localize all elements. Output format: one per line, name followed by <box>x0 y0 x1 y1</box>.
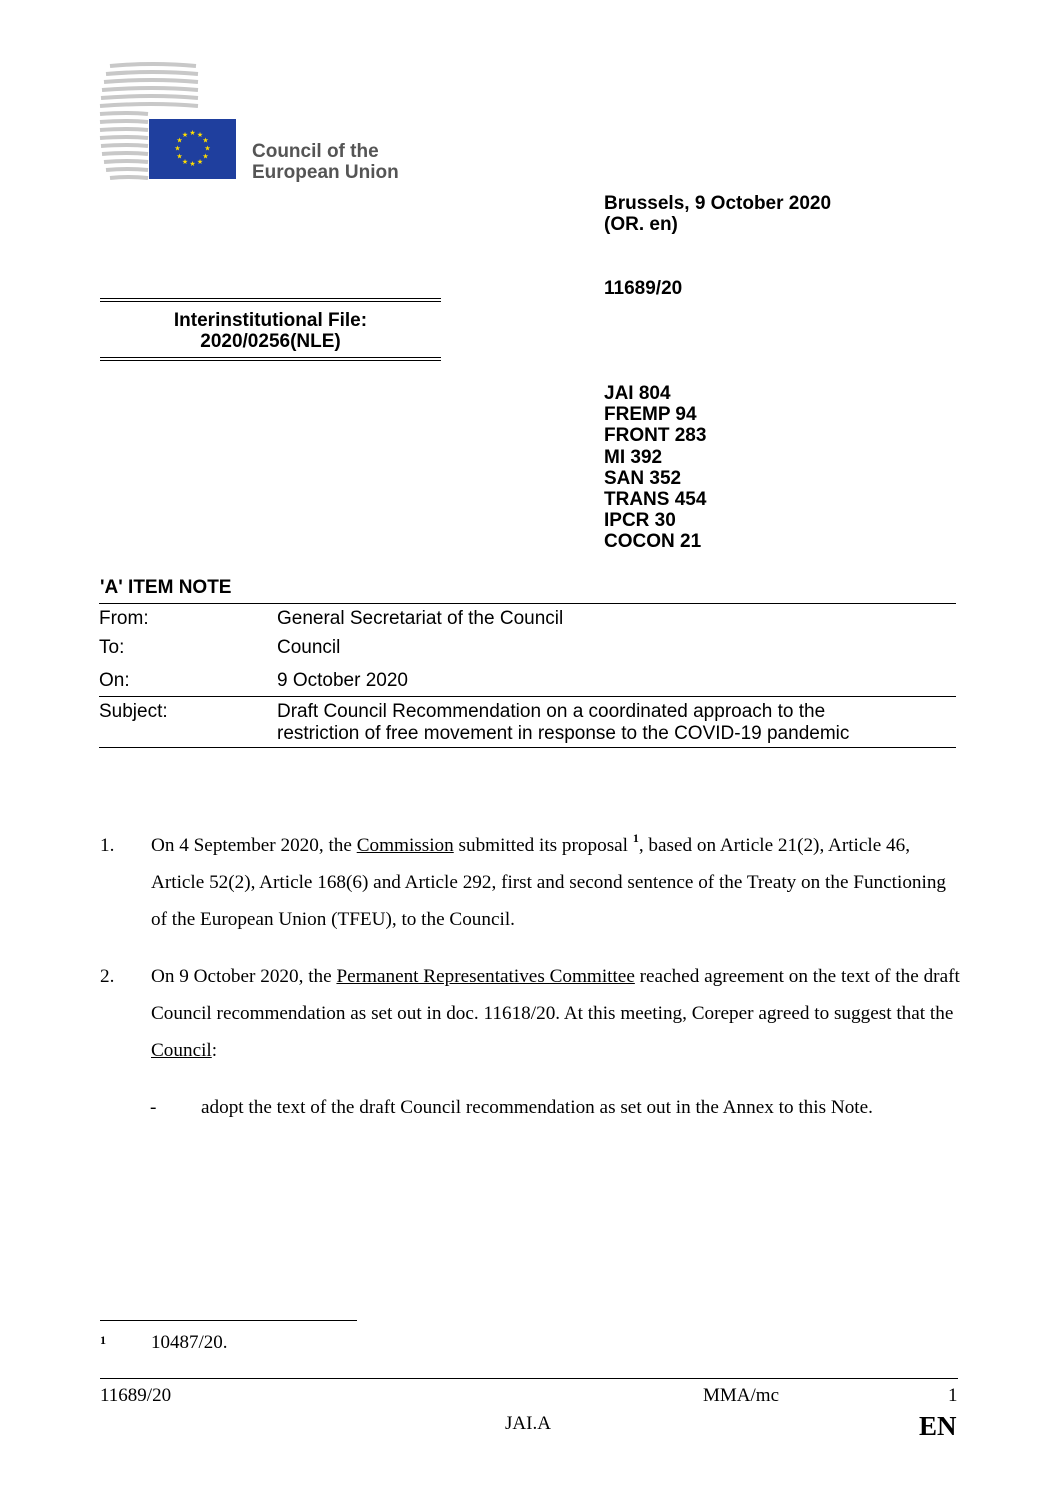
footnote-text: 10487/20. <box>151 1332 228 1353</box>
svg-text:★: ★ <box>202 152 209 161</box>
subject-label: Subject: <box>99 697 277 748</box>
footer-divider <box>100 1378 958 1379</box>
table-row <box>99 635 956 668</box>
council-building-emblem-icon <box>98 60 243 185</box>
subject-code: COCON 21 <box>604 531 702 553</box>
language-code: EN <box>919 1411 957 1441</box>
table-row <box>99 697 956 748</box>
from-value: General Secretariat of the Council <box>277 604 956 636</box>
divider <box>100 357 441 361</box>
subject-code: FRONT 283 <box>604 425 707 447</box>
subject-line: Draft Council Recommendation on a coordinated approach to the <box>277 701 826 722</box>
text-run: On 9 October 2020, the <box>151 966 337 987</box>
subject-code: MI 392 <box>604 446 663 468</box>
interinstitutional-file <box>100 302 441 357</box>
svg-text:★: ★ <box>202 136 209 145</box>
subject-code: TRANS 454 <box>604 488 707 510</box>
institution-name <box>252 141 399 183</box>
note-details-table <box>99 603 956 748</box>
subject-codes <box>604 383 706 553</box>
svg-text:★: ★ <box>181 158 189 166</box>
page-number: 1 <box>948 1385 958 1406</box>
text-run: submitted its proposal <box>453 835 633 856</box>
svg-text:★: ★ <box>196 131 204 139</box>
footer-doc-ref: 11689/20 <box>100 1385 172 1406</box>
to-label: To: <box>99 637 125 658</box>
paragraph-text <box>151 827 960 938</box>
from-label: From: <box>99 604 277 636</box>
svg-text:★: ★ <box>196 158 204 166</box>
text-run: reached agreement on the text of the draft Council recommendation as set out in doc. 11618/20. At this meeting, Coreper agreed to suggest that the <box>151 966 960 1024</box>
footnote-mark: 1 <box>100 1333 106 1347</box>
paragraph-number: 2. <box>100 966 115 987</box>
commission-link[interactable]: Commission <box>356 835 454 856</box>
svg-text:★: ★ <box>174 144 181 153</box>
subject-value <box>277 697 956 748</box>
coreper-link[interactable]: Permanent Representatives Committee <box>336 966 635 987</box>
svg-text:★: ★ <box>176 152 183 161</box>
footer-department: JAI.A <box>505 1413 551 1434</box>
file-number: 2020/0256(NLE) <box>200 331 341 352</box>
text-run: , based on Article 21(2), Article 46, Article 52(2), Article 168(6) and Article 292, first and second sentence of the Treaty on the Functioning of the European Union (TFEU), to the Council. <box>151 835 947 930</box>
table-row <box>99 668 956 697</box>
subject-code: JAI 804 <box>604 383 671 404</box>
svg-text:★: ★ <box>189 129 196 137</box>
svg-text:★: ★ <box>204 144 211 153</box>
paragraph-text <box>151 958 960 1069</box>
file-label: Interinstitutional File: <box>173 310 368 331</box>
on-label: On: <box>99 670 130 691</box>
subject-line: restriction of free movement in response to the COVID-19 pandemic <box>277 723 850 744</box>
document-reference: 11689/20 <box>604 278 683 299</box>
footnote-divider <box>100 1320 357 1321</box>
document-date-block <box>604 193 831 235</box>
svg-text:★: ★ <box>189 160 196 168</box>
paragraph-number: 1. <box>100 835 115 856</box>
council-link[interactable]: Council <box>151 1040 212 1061</box>
footnote-reference[interactable]: 1 <box>632 831 639 845</box>
subject-code: IPCR 30 <box>604 510 676 532</box>
to-value: Council <box>277 637 341 658</box>
on-value: 9 October 2020 <box>277 670 408 691</box>
institution-name-line2: European Union <box>252 162 399 183</box>
text-run: : <box>211 1040 218 1061</box>
svg-text:★: ★ <box>181 131 189 139</box>
svg-text:★: ★ <box>176 136 183 145</box>
footer-initials: MMA/mc <box>703 1385 779 1406</box>
note-title: 'A' ITEM NOTE <box>100 577 232 598</box>
bullet-dash: - <box>150 1097 157 1118</box>
institution-name-line1: Council of the <box>252 141 379 162</box>
council-logo <box>98 60 243 185</box>
subject-code: SAN 352 <box>604 467 682 489</box>
document-date: Brussels, 9 October 2020 <box>604 193 832 214</box>
original-language: (OR. en) <box>604 214 678 235</box>
text-run: On 4 September 2020, the <box>151 835 357 856</box>
subject-code: FREMP 94 <box>604 404 697 426</box>
interinstitutional-file-box <box>100 298 441 361</box>
bullet-text: adopt the text of the draft Council recommendation as set out in the Annex to this Note. <box>201 1097 873 1118</box>
paragraph-1 <box>100 827 960 938</box>
table-row <box>99 604 956 636</box>
action-bullet <box>150 1093 873 1123</box>
paragraph-2 <box>100 958 960 1069</box>
